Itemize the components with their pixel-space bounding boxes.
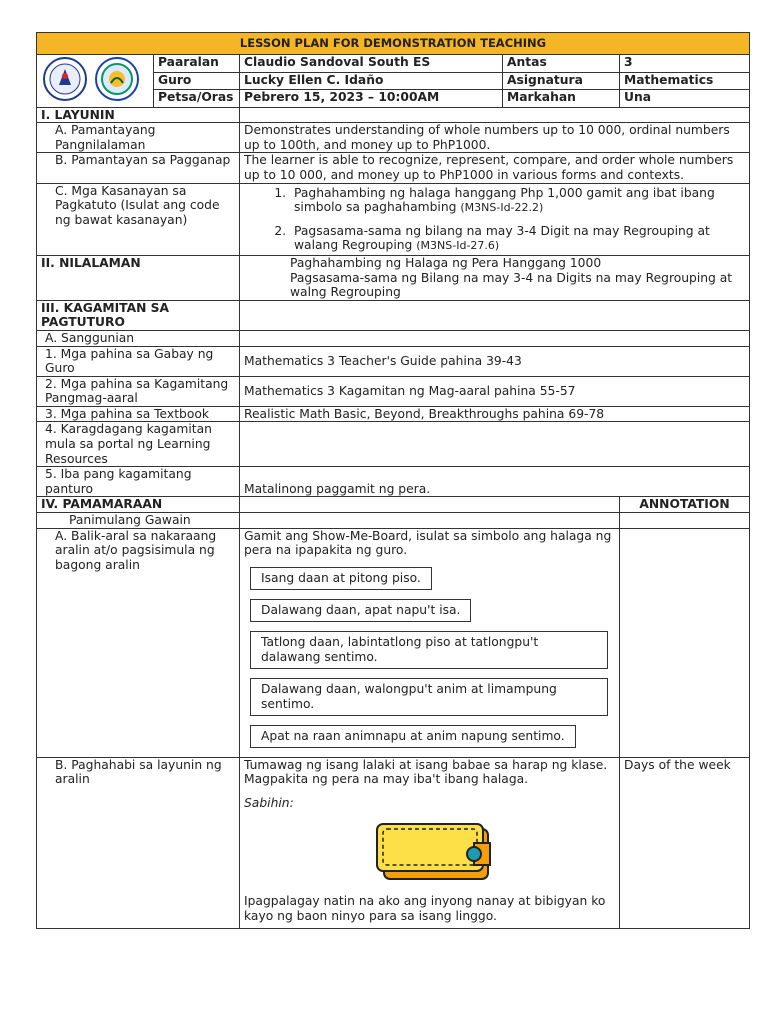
wallet-image [374, 821, 615, 887]
markahan-label: Markahan [503, 90, 620, 108]
pamamaraan-a-intro: Gamit ang Show-Me-Board, isulat sa simbolo ang halaga ng pera na ipapakita ng guro. [244, 528, 612, 558]
kagamitan-item-5-label: 5. Iba pang kagamitang panturo [37, 467, 240, 497]
money-box: Apat na raan animnapu at anim napung sentimo. [250, 725, 576, 748]
pamamaraan-b-content [240, 757, 620, 928]
pamamaraan-b-label: B. Paghahabi sa layunin ng aralin [37, 757, 240, 928]
kagamitan-item-1-value: Mathematics 3 Teacher's Guide pahina 39-43 [240, 346, 750, 376]
antas-value: 3 [620, 55, 750, 73]
kagamitan-empty [240, 300, 750, 330]
sanggunian-label: A. Sanggunian [37, 330, 240, 346]
pamamaraan-b-after: Ipagpalagay natin na ako ang inyong nanay at bibigyan ko kayo ng baon ninyo para sa isang linggo. [244, 894, 606, 923]
pamamaraan-b-text: Tumawag ng isang lalaki at isang babae sa harap ng klase. Magpakita ng pera na may iba't ibang halaga. [244, 757, 608, 787]
panimulang-gawain: Panimulang Gawain [37, 513, 240, 529]
nilalaman-line-2: Pagsasama-sama ng Bilang na may 3-4 na Digits na may Regrouping at walng Regrouping [290, 270, 733, 300]
nilalaman-content [240, 255, 750, 300]
objective-item [290, 186, 745, 216]
annotation-heading: ANNOTATION [620, 497, 750, 513]
money-box: Tatlong daan, labintatlong piso at tatlongpu't dalawang sentimo. [250, 631, 608, 669]
objective-item [290, 224, 745, 254]
layunin-a-text: Demonstrates understanding of whole numbers up to 10 000, ordinal numbers up to 100th, and money up to PhP1000. [240, 123, 750, 153]
wallet-icon [374, 821, 492, 883]
money-box: Isang daan at pitong piso. [250, 567, 432, 590]
layunin-b-text: The learner is able to recognize, represent, compare, and order whole numbers up to 10 000, and money up to PhP1000 in various forms and contexts. [240, 153, 750, 183]
logo-cell [37, 55, 154, 108]
nilalaman-heading: II. NILALAMAN [37, 255, 240, 300]
deped-seal-icon [44, 58, 86, 100]
pamamaraan-b-annotation: Days of the week [620, 757, 750, 928]
nilalaman-line-1: Paghahambing ng Halaga ng Pera Hanggang 1000 [290, 255, 602, 270]
objective-code: (M3NS-Id-22.2) [460, 201, 544, 215]
layunin-c-list-cell [240, 183, 750, 255]
kagamitan-item-3-value: Realistic Math Basic, Beyond, Breakthroughs pahina 69-78 [240, 406, 750, 422]
layunin-empty [240, 107, 750, 123]
division-seal-icon [96, 58, 138, 100]
antas-label: Antas [503, 55, 620, 73]
objectives-list [244, 186, 745, 254]
lesson-plan-page [36, 32, 749, 929]
layunin-heading: I. LAYUNIN [37, 107, 240, 123]
kagamitan-item-3-label: 3. Mga pahina sa Textbook [37, 406, 240, 422]
kagamitan-item-1-label: 1. Mga pahina sa Gabay ng Guro [37, 346, 240, 376]
sanggunian-empty [240, 330, 750, 346]
layunin-c-label: C. Mga Kasanayan sa Pagkatuto (Isulat ang code ng bawat kasanayan) [37, 183, 240, 255]
asignatura-label: Asignatura [503, 72, 620, 90]
kagamitan-item-5-value: Matalinong paggamit ng pera. [240, 467, 750, 497]
document-title: LESSON PLAN FOR DEMONSTRATION TEACHING [37, 33, 750, 55]
kagamitan-item-2-label: 2. Mga pahina sa Kagamitang Pangmag-aaral [37, 376, 240, 406]
layunin-a-label: A. Pamantayang Pangnilalaman [37, 123, 240, 153]
pamamaraan-b-sabihin: Sabihin: [244, 796, 294, 810]
asignatura-value: Mathematics [620, 72, 750, 90]
kagamitan-item-4-label: 4. Karagdagang kagamitan mula sa portal ng Learning Resources [37, 422, 240, 467]
petsa-value: Pebrero 15, 2023 – 10:00AM [240, 90, 503, 108]
pamamaraan-empty [240, 497, 620, 513]
layunin-b-label: B. Pamantayan sa Pagganap [37, 153, 240, 183]
kagamitan-item-4-value [240, 422, 750, 467]
pamamaraan-a-annotation [620, 528, 750, 757]
petsa-label: Petsa/Oras [154, 90, 240, 108]
objective-text: Paghahambing ng halaga hanggang Php 1,000 gamit ang ibat ibang simbolo sa paghahambing [294, 185, 715, 215]
pamamaraan-heading: IV. PAMAMARAAN [37, 497, 240, 513]
paaralan-value: Claudio Sandoval South ES [240, 55, 503, 73]
school-logos [37, 55, 154, 103]
paaralan-label: Paaralan [154, 55, 240, 73]
objective-text: Pagsasama-sama ng bilang na may 3-4 Digit na may Regrouping at walang Regrouping [294, 223, 710, 253]
kagamitan-item-2-value: Mathematics 3 Kagamitan ng Mag-aaral pahina 55-57 [240, 376, 750, 406]
guro-value: Lucky Ellen C. Idaño [240, 72, 503, 90]
objective-code: (M3NS-Id-27.6) [416, 239, 500, 253]
money-box: Dalawang daan, apat napu't isa. [250, 599, 471, 622]
kagamitan-heading: III. KAGAMITAN SA PAGTUTURO [37, 300, 240, 330]
guro-label: Guro [154, 72, 240, 90]
markahan-value: Una [620, 90, 750, 108]
pamamaraan-a-content [240, 528, 620, 757]
pamamaraan-a-label: A. Balik-aral sa nakaraang aralin at/o pagsisimula ng bagong aralin [37, 528, 240, 757]
lesson-plan-table [36, 32, 750, 929]
panimulang-annotation-empty [620, 513, 750, 529]
panimulang-empty [240, 513, 620, 529]
money-box: Dalawang daan, walongpu't anim at limampung sentimo. [250, 678, 608, 716]
